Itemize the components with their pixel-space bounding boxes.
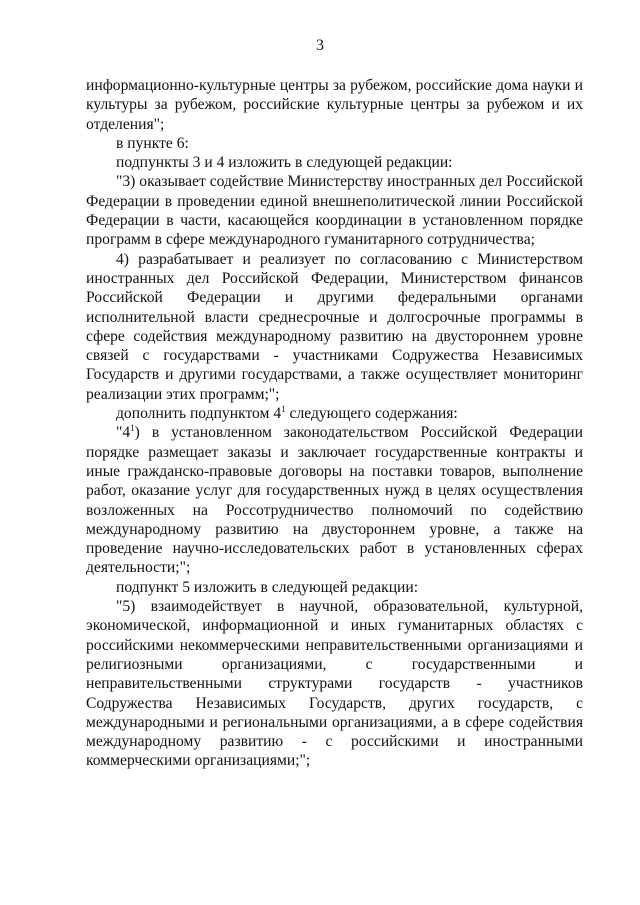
paragraph-point-6: в пункте 6:	[116, 134, 189, 152]
paragraph-subpoint-4: 4) разрабатывает и реализует по согласованию с Министерством иностранных дел Российской Федерации, Министерством финансов Российской Федерации и другими федеральными органами исполнительной власти среднесрочные и долгосрочные программы в сфере содействия международному развитию на двустороннем уровне связей с государствами - участниками Содружества Независимых Государств и другими государствами, а также осуществляет мониторинг реализации этих программ;";	[86, 250, 583, 403]
paragraph-cultural-centers: информационно-культурные центры за рубежом, российские дома науки и культуры за рубежом, российские культурные центры за рубежом и их отделения";	[86, 77, 583, 133]
superscript-1: 1	[281, 404, 286, 415]
subpoint-4-1-text: ) в установленном законодательством Российской Федерации порядке размещает заказы и заключает государственные контракты и иные гражданско-правовые договоры на поставки товаров, выполнение работ, оказание услуг для государственных нужд в целях осуществления возложенных на Россотрудничество полномочий по содействию международному развитию на двустороннем уровне, а также на проведение научно-исследовательских работ в установленных сферах деятельности;";	[86, 424, 583, 577]
document-body	[86, 76, 583, 771]
paragraph-subpoints-3-4: подпункты 3 и 4 изложить в следующей редакции:	[116, 154, 453, 172]
paragraph-subpoint-5-intro: подпункт 5 изложить в следующей редакции:	[116, 578, 419, 596]
paragraph-subpoint-3: "3) оказывает содействие Министерству иностранных дел Российской Федерации в проведении единой внешнеполитической линии Российской Федерации в части, касающейся координации в установленном порядке программ в сфере международного гуманитарного сотрудничества;	[86, 173, 583, 249]
page-number: 3	[316, 37, 324, 54]
add-subpoint-text-end: следующего содержания:	[285, 405, 458, 423]
paragraph-subpoint-5: "5) взаимодействует в научной, образовательной, культурной, экономической, информационной и иных гуманитарных областях с российскими некоммерческими неправительственными организациями и религиозными организациями, с государственными и неправительственными структурами государств - участников Содружества Независимых Государств, других государств, с международными и региональными организациями, а в сфере содействия международному развитию - с российскими и иностранными коммерческими организациями;";	[86, 598, 583, 770]
subpoint-4-1-start: "4	[116, 424, 131, 442]
paragraph-subpoint-4-1	[86, 423, 583, 577]
superscript-1: 1	[130, 423, 135, 434]
paragraph-add-subpoint-4-1	[86, 404, 583, 423]
add-subpoint-text: дополнить подпунктом 4	[116, 405, 282, 423]
